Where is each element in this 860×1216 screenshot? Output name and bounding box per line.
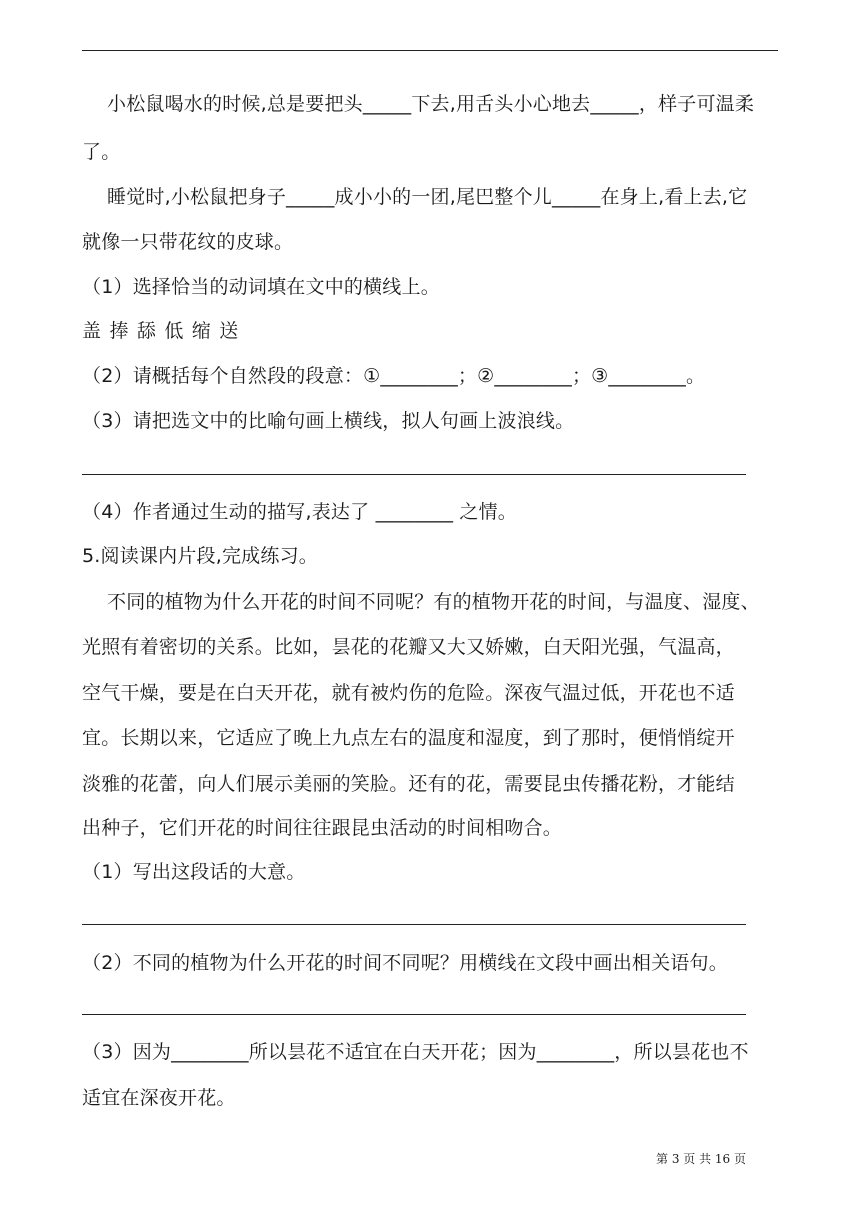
question-4: （4）作者通过生动的描写,表达了 ________ 之情。 [82, 501, 518, 523]
question-5-1: （1）写出这段话的大意。 [82, 861, 306, 883]
passage-line: 就像一只带花纹的皮球。 [82, 231, 294, 253]
passage-line: 不同的植物为什么开花的时间不同呢？有的植物开花的时间，与温度、湿度、 [107, 591, 760, 613]
answer-line[interactable] [82, 474, 746, 475]
passage-line: 小松鼠喝水的时候,总是要把头_____下去,用舌头小心地去_____，样子可温柔 [107, 93, 755, 115]
question-2: （2）请概括每个自然段的段意：①________；②________；③________。 [82, 365, 706, 387]
question-5-2: （2）不同的植物为什么开花的时间不同呢？用横线在文段中画出相关语句。 [82, 952, 728, 974]
word-bank: 盖 捧 舔 低 缩 送 [82, 320, 239, 342]
passage-line: 淡雅的花蕾，向人们展示美丽的笑脸。还有的花，需要昆虫传播花粉，才能结 [82, 773, 735, 795]
passage-line: 光照有着密切的关系。比如，昙花的花瓣又大又娇嫩，白天阳光强，气温高， [82, 636, 735, 658]
section-heading: 5.阅读课内片段,完成练习。 [82, 545, 318, 567]
answer-line[interactable] [82, 924, 746, 925]
question-3: （3）请把选文中的比喻句画上横线，拟人句画上波浪线。 [82, 410, 575, 432]
passage-line: 空气干燥，要是在白天开花，就有被灼伤的危险。深夜气温过低，开花也不适 [82, 682, 735, 704]
passage-line: 睡觉时,小松鼠把身子_____成小小的一团,尾巴整个儿_____在身上,看上去,它 [107, 186, 748, 208]
passage-line: 宜。长期以来，它适应了晚上九点左右的温度和湿度，到了那时，便悄悄绽开 [82, 727, 735, 749]
answer-line[interactable] [82, 1014, 746, 1015]
question-5-3: （3）因为________所以昙花不适宜在白天开花；因为________，所以昙花也不 [82, 1041, 749, 1063]
passage-line: 了。 [82, 141, 121, 163]
page-footer: 第 3 页 共 16 页 [656, 1152, 746, 1166]
header-rule [82, 50, 778, 51]
question-1: （1）选择恰当的动词填在文中的横线上。 [82, 276, 440, 298]
passage-line: 出种子，它们开花的时间往往跟昆虫活动的时间相吻合。 [82, 817, 563, 839]
question-5-3-cont: 适宜在深夜开花。 [82, 1087, 236, 1109]
